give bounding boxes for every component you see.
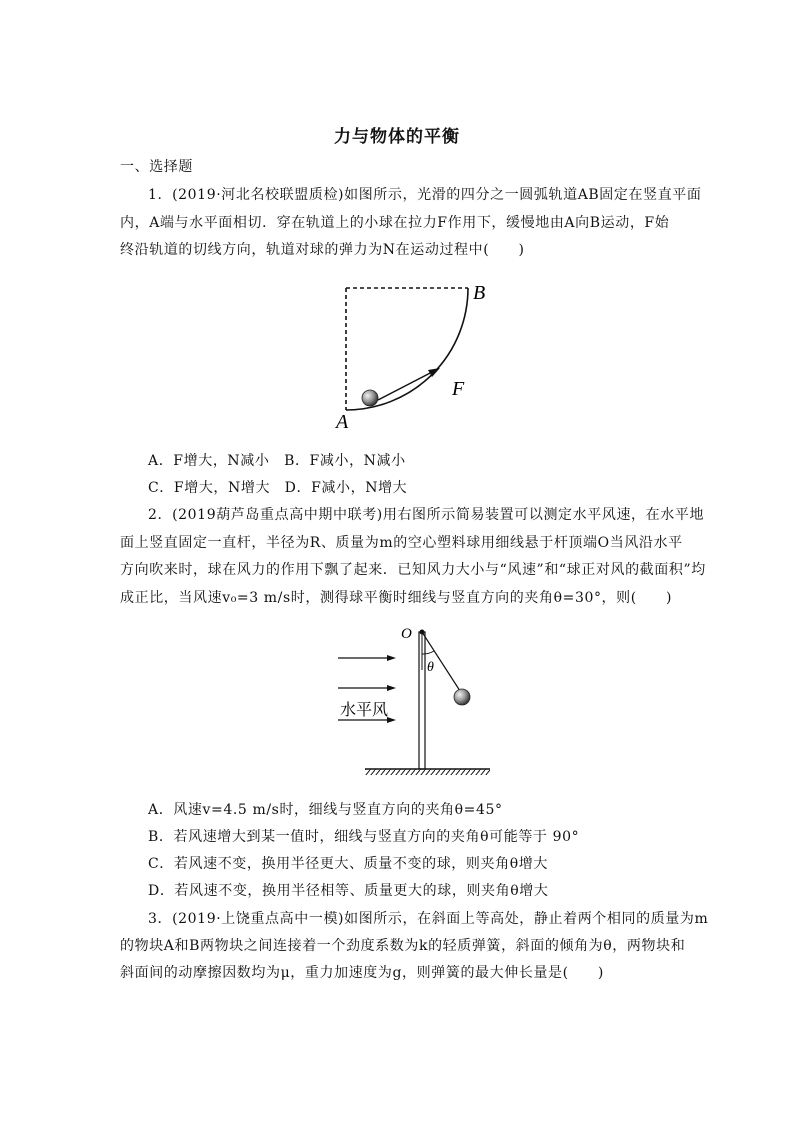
ground-hatch xyxy=(365,769,490,775)
q2-line-4: 成正比，当风速v₀=3 m/s时，测得球平衡时细线与竖直方向的夹角θ=30°，则( ) xyxy=(120,590,673,606)
q1-options-row-1: A．F增大，N减小 B．F减小，N减小 xyxy=(148,453,406,469)
label-a: A xyxy=(336,411,349,433)
q2-wind-pendulum-figure xyxy=(330,620,500,785)
label-theta: θ xyxy=(427,660,434,675)
q2-option-a: A．风速v=4.5 m/s时，细线与竖直方向的夹角θ=45° xyxy=(148,802,503,818)
q3-line-2: 的物块A和B两物块之间连接着一个劲度系数为k的轻质弹簧，斜面的倾角为θ，两物块和 xyxy=(120,938,686,954)
q2-line-1: 2．(2019葫芦岛重点高中期中联考)用右图所示简易装置可以测定水平风速，在水平地 xyxy=(148,507,705,523)
q2-line-2: 面上竖直固定一直杆，半径为R、质量为m的空心塑料球用细线悬于杆顶端O当风沿水平 xyxy=(120,535,683,551)
q2-option-c: C．若风速不变，换用半径更大、质量不变的球，则夹角θ增大 xyxy=(148,856,548,872)
label-o: O xyxy=(401,626,412,642)
arc-track xyxy=(346,288,468,410)
q1-options-row-2: C．F增大，N增大 D．F减小，N增大 xyxy=(148,480,408,496)
label-b: B xyxy=(473,282,486,304)
q1-arc-track-figure xyxy=(330,275,510,435)
q1-line-2: 内，A端与水平面相切．穿在轨道上的小球在拉力F作用下，缓慢地由A向B运动，F始 xyxy=(120,215,670,231)
q1-line-3: 终沿轨道的切线方向，轨道对球的弹力为N在运动过程中( ) xyxy=(120,242,525,258)
q2-option-d: D．若风速不变，换用半径相等、质量更大的球，则夹角θ增大 xyxy=(148,883,549,899)
label-f: F xyxy=(452,378,465,400)
force-arrow xyxy=(378,370,436,400)
ball xyxy=(362,390,378,406)
q2-option-b: B．若风速增大到某一值时，细线与竖直方向的夹角θ可能等于 90° xyxy=(148,829,580,845)
q3-line-3: 斜面间的动摩擦因数均为μ，重力加速度为g，则弹簧的最大伸长量是( ) xyxy=(120,965,604,981)
wind-label: 水平风 xyxy=(340,702,389,719)
q3-line-1: 3．(2019·上饶重点高中一模)如图所示，在斜面上等高处，静止着两个相同的质量为m xyxy=(148,911,709,927)
q1-line-1: 1．(2019·河北名校联盟质检)如图所示，光滑的四分之一圆弧轨道AB固定在竖直平面 xyxy=(148,187,702,203)
ball xyxy=(454,689,470,705)
page-title: 力与物体的平衡 xyxy=(334,127,460,147)
section-heading: 一、选择题 xyxy=(120,159,193,175)
q2-line-3: 方向吹来时，球在风力的作用下飘了起来．已知风力大小与“风速”和“球正对风的截面积”均 xyxy=(120,562,706,578)
